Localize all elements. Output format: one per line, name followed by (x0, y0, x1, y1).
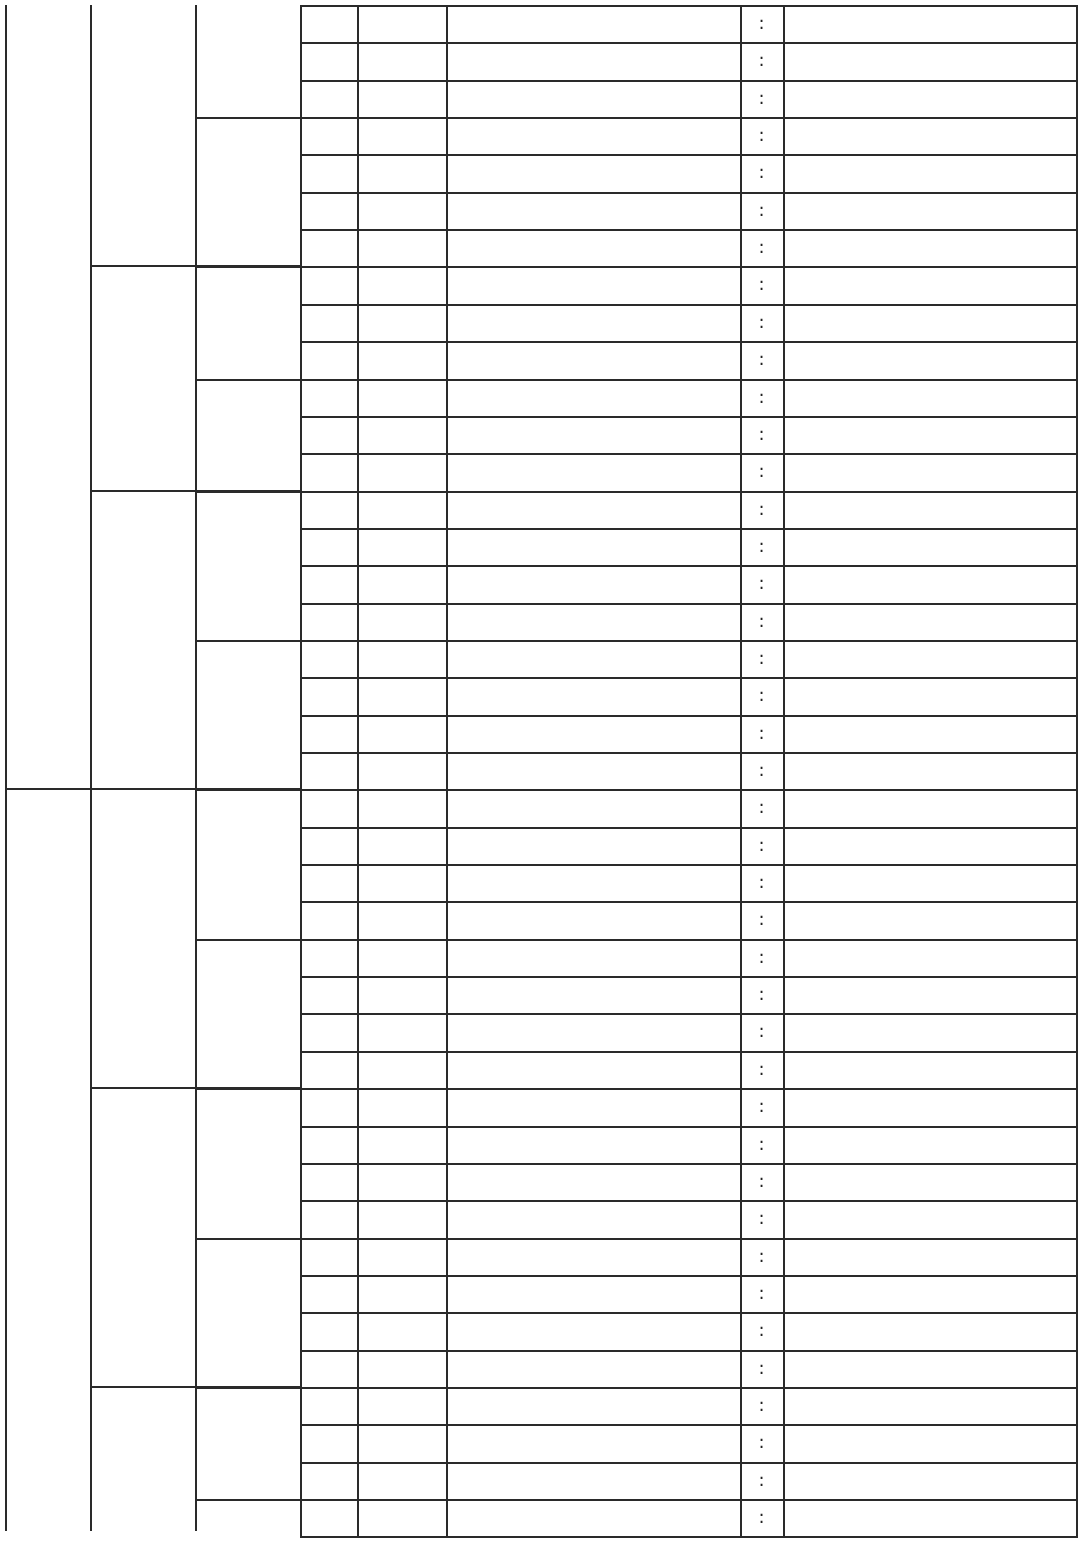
match-number (300, 1051, 357, 1088)
grid-line (300, 1536, 1078, 1538)
vs-separator: : (758, 834, 765, 856)
vs-separator: : (758, 1432, 765, 1454)
away-team (783, 1051, 1076, 1088)
grid-line (90, 1087, 195, 1089)
grid-line (195, 379, 300, 381)
vs-separator: : (758, 237, 765, 259)
grid-line (446, 5, 448, 1538)
away-team (783, 1387, 1076, 1424)
home-team (446, 864, 740, 901)
home-team (446, 1350, 740, 1387)
home-team (446, 976, 740, 1013)
home-team (446, 1013, 740, 1050)
home-team (446, 1462, 740, 1499)
match-time (357, 715, 446, 752)
home-team (446, 80, 740, 117)
vs-separator: : (758, 1208, 765, 1230)
grid-line (195, 1087, 300, 1089)
vs-separator: : (758, 984, 765, 1006)
vs-separator: : (758, 349, 765, 371)
away-team (783, 1126, 1076, 1163)
match-number (300, 229, 357, 266)
grid-line (90, 788, 195, 790)
match-number (300, 154, 357, 191)
away-team (783, 1088, 1076, 1125)
vs-separator: : (758, 1170, 765, 1192)
match-number (300, 117, 357, 154)
grid-line (90, 1386, 195, 1388)
away-team (783, 640, 1076, 677)
vs-separator: : (758, 125, 765, 147)
match-number (300, 752, 357, 789)
away-team (783, 5, 1076, 42)
vs-separator: : (758, 535, 765, 557)
away-team (783, 976, 1076, 1013)
away-team (783, 1312, 1076, 1349)
away-team (783, 1350, 1076, 1387)
home-team (446, 565, 740, 602)
home-team (446, 491, 740, 528)
home-team (446, 752, 740, 789)
away-team (783, 229, 1076, 266)
away-team (783, 939, 1076, 976)
match-time (357, 640, 446, 677)
match-number (300, 453, 357, 490)
match-number (300, 1462, 357, 1499)
home-team (446, 901, 740, 938)
match-time (357, 1238, 446, 1275)
away-team (783, 1238, 1076, 1275)
away-team (783, 1163, 1076, 1200)
vs-separator: : (758, 199, 765, 221)
vs-separator: : (758, 1021, 765, 1043)
home-team (446, 1238, 740, 1275)
home-team (446, 1088, 740, 1125)
grid-line (195, 1238, 300, 1240)
vs-separator: : (758, 1357, 765, 1379)
match-time (357, 1424, 446, 1461)
grid-line (195, 265, 300, 267)
vs-separator: : (758, 573, 765, 595)
away-team (783, 192, 1076, 229)
home-team (446, 1424, 740, 1461)
match-number (300, 192, 357, 229)
home-team (446, 154, 740, 191)
match-time (357, 1312, 446, 1349)
grid-line (195, 1499, 300, 1501)
away-team (783, 491, 1076, 528)
grid-line (740, 5, 742, 1538)
match-number (300, 80, 357, 117)
match-number (300, 1424, 357, 1461)
grid-line (300, 5, 1078, 7)
vs-separator: : (758, 872, 765, 894)
home-team (446, 1312, 740, 1349)
match-number (300, 304, 357, 341)
away-team (783, 1013, 1076, 1050)
vs-separator: : (758, 1245, 765, 1267)
match-time (357, 80, 446, 117)
vs-separator: : (758, 1507, 765, 1528)
match-time (357, 1387, 446, 1424)
match-time (357, 453, 446, 490)
away-team (783, 154, 1076, 191)
match-number (300, 341, 357, 378)
match-time (357, 864, 446, 901)
away-team (783, 603, 1076, 640)
home-team (446, 229, 740, 266)
match-number (300, 789, 357, 826)
match-number (300, 677, 357, 714)
away-team (783, 341, 1076, 378)
home-team (446, 603, 740, 640)
away-team (783, 80, 1076, 117)
match-number (300, 5, 357, 42)
match-time (357, 304, 446, 341)
home-team (446, 1499, 740, 1536)
match-number (300, 939, 357, 976)
vs-separator: : (758, 162, 765, 184)
match-time (357, 752, 446, 789)
match-time (357, 1462, 446, 1499)
away-team (783, 1462, 1076, 1499)
vs-separator: : (758, 13, 765, 34)
grid-line (195, 640, 300, 642)
match-time (357, 266, 446, 303)
away-team (783, 266, 1076, 303)
match-number (300, 1499, 357, 1536)
match-time (357, 379, 446, 416)
home-team (446, 640, 740, 677)
home-team (446, 192, 740, 229)
home-team (446, 1387, 740, 1424)
grid-line (90, 5, 92, 1531)
home-team (446, 304, 740, 341)
away-team (783, 1424, 1076, 1461)
match-time (357, 1275, 446, 1312)
match-number (300, 603, 357, 640)
grid-line (90, 265, 195, 267)
grid-line (300, 5, 302, 1538)
vs-separator: : (758, 1320, 765, 1342)
match-time (357, 1051, 446, 1088)
vs-separator: : (758, 423, 765, 445)
vs-separator: : (758, 647, 765, 669)
away-team (783, 528, 1076, 565)
vs-separator: : (758, 1394, 765, 1416)
match-time (357, 789, 446, 826)
match-number (300, 565, 357, 602)
home-team (446, 416, 740, 453)
match-time (357, 901, 446, 938)
grid-line (1076, 5, 1078, 1538)
match-number (300, 901, 357, 938)
vs-separator: : (758, 1058, 765, 1080)
match-time (357, 528, 446, 565)
match-number (300, 266, 357, 303)
grid-line (195, 939, 300, 941)
vs-separator: : (758, 760, 765, 781)
match-number (300, 1312, 357, 1349)
vs-separator: : (758, 87, 765, 109)
home-team (446, 453, 740, 490)
home-team (446, 677, 740, 714)
home-team (446, 379, 740, 416)
match-number (300, 1350, 357, 1387)
away-team (783, 1275, 1076, 1312)
home-team (446, 5, 740, 42)
grid-line (195, 1386, 300, 1388)
match-time (357, 229, 446, 266)
vs-separator: : (758, 1096, 765, 1118)
match-number (300, 1238, 357, 1275)
match-number (300, 528, 357, 565)
match-number (300, 1126, 357, 1163)
grid-line (195, 117, 300, 119)
match-number (300, 42, 357, 79)
match-number (300, 416, 357, 453)
vs-separator: : (758, 311, 765, 333)
home-team (446, 1126, 740, 1163)
match-time (357, 976, 446, 1013)
away-team (783, 827, 1076, 864)
match-number (300, 491, 357, 528)
grid-line (195, 490, 300, 492)
home-team (446, 1163, 740, 1200)
vs-separator: : (758, 1282, 765, 1304)
match-time (357, 677, 446, 714)
home-team (446, 1200, 740, 1237)
match-time (357, 1350, 446, 1387)
grid-line (5, 788, 90, 790)
match-number (300, 1275, 357, 1312)
match-time (357, 565, 446, 602)
match-time (357, 416, 446, 453)
grid-line (195, 5, 197, 1531)
match-number (300, 864, 357, 901)
match-number (300, 1163, 357, 1200)
away-team (783, 416, 1076, 453)
match-number (300, 1013, 357, 1050)
vs-separator: : (758, 274, 765, 296)
home-team (446, 528, 740, 565)
grid-line (90, 490, 195, 492)
match-time (357, 42, 446, 79)
home-team (446, 939, 740, 976)
match-time (357, 491, 446, 528)
vs-separator: : (758, 386, 765, 408)
away-team (783, 379, 1076, 416)
home-team (446, 266, 740, 303)
vs-separator: : (758, 722, 765, 744)
match-time (357, 117, 446, 154)
match-number (300, 715, 357, 752)
home-team (446, 117, 740, 154)
away-team (783, 789, 1076, 826)
vs-separator: : (758, 610, 765, 632)
home-team (446, 827, 740, 864)
match-time (357, 603, 446, 640)
match-time (357, 1163, 446, 1200)
match-number (300, 640, 357, 677)
match-time (357, 341, 446, 378)
away-team (783, 565, 1076, 602)
away-team (783, 864, 1076, 901)
match-time (357, 154, 446, 191)
away-team (783, 752, 1076, 789)
home-team (446, 341, 740, 378)
match-time (357, 827, 446, 864)
match-number (300, 379, 357, 416)
vs-separator: : (758, 1469, 765, 1491)
match-time (357, 192, 446, 229)
away-team (783, 677, 1076, 714)
away-team (783, 453, 1076, 490)
home-team (446, 715, 740, 752)
home-team (446, 1275, 740, 1312)
away-team (783, 901, 1076, 938)
match-time (357, 1499, 446, 1536)
vs-separator: : (758, 909, 765, 931)
away-team (783, 1499, 1076, 1536)
home-team (446, 789, 740, 826)
match-number (300, 1387, 357, 1424)
away-team (783, 1200, 1076, 1237)
match-time (357, 939, 446, 976)
match-time (357, 1200, 446, 1237)
vs-separator: : (758, 1133, 765, 1155)
vs-separator: : (758, 50, 765, 72)
vs-separator: : (758, 498, 765, 520)
away-team (783, 42, 1076, 79)
vs-separator: : (758, 946, 765, 968)
match-time (357, 1088, 446, 1125)
match-number (300, 827, 357, 864)
match-time (357, 1126, 446, 1163)
match-time (357, 5, 446, 42)
home-team (446, 1051, 740, 1088)
vs-separator: : (758, 685, 765, 707)
match-number (300, 1200, 357, 1237)
away-team (783, 715, 1076, 752)
away-team (783, 117, 1076, 154)
match-time (357, 1013, 446, 1050)
away-team (783, 304, 1076, 341)
grid-line (357, 5, 359, 1538)
match-number (300, 976, 357, 1013)
home-team (446, 42, 740, 79)
grid-line (5, 5, 7, 1531)
vs-separator: : (758, 797, 765, 819)
grid-line (783, 5, 785, 1538)
vs-separator: : (758, 461, 765, 483)
match-number (300, 1088, 357, 1125)
grid-line (195, 788, 300, 790)
